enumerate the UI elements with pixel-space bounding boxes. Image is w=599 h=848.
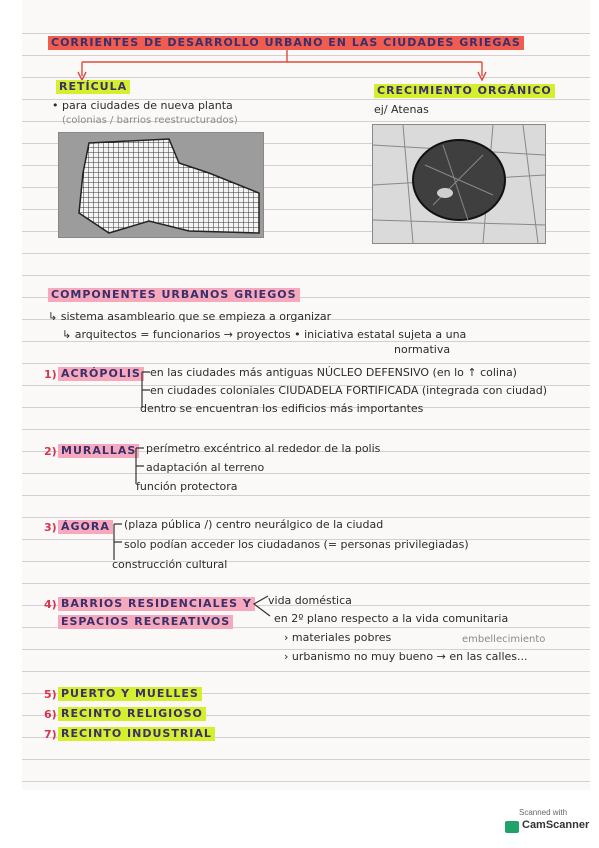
item-number: 1) [44,368,57,381]
componentes-line1: ↳ sistema asambleario que se empieza a organizar [48,310,332,323]
bracket-arrow-icon [104,522,124,568]
barrios-detail: › urbanismo no muy bueno → en las calles... [284,650,528,663]
acropolis-detail: dentro se encuentran los edificios más importantes [140,402,424,415]
barrios-detail: vida doméstica [268,594,352,607]
page-title: CORRIENTES DE DESARROLLO URBANO EN LAS CIUDADES GRIEGAS [48,36,524,50]
item-barrios: BARRIOS RESIDENCIALES Y [58,597,255,611]
item-number: 4) [44,598,57,611]
item-industrial: RECINTO INDUSTRIAL [58,727,215,741]
componentes-line3: normativa [394,343,451,356]
grid-city-plan-image [58,132,264,238]
barrios-detail: › materiales pobres [284,631,392,644]
bracket-arrow-icon [132,368,152,414]
murallas-detail: función protectora [136,480,238,493]
murallas-detail: perímetro excéntrico al rededor de la polis [146,442,381,455]
item-acropolis: ACRÓPOLIS [58,367,144,381]
item-number: 5) [44,688,57,701]
organico-example: ej/ Atenas [374,103,429,116]
componentes-heading: COMPONENTES URBANOS GRIEGOS [48,288,300,302]
camscanner-logo-icon [505,821,519,833]
barrios-detail: en 2º plano respecto a la vida comunitaria [274,612,509,625]
item-espacios: ESPACIOS RECREATIVOS [58,615,233,629]
item-number: 7) [44,728,57,741]
agora-detail: construcción cultural [112,558,228,571]
athens-organic-plan-image [372,124,546,244]
item-religioso: RECINTO RELIGIOSO [58,707,206,721]
reticula-heading: RETÍCULA [56,80,130,94]
agora-detail: solo podían acceder los ciudadanos (= personas privilegiadas) [124,538,469,551]
item-puerto: PUERTO Y MUELLES [58,687,202,701]
componentes-line2: ↳ arquitectos = funcionarios → proyectos • iniciativa estatal sujeta a una [62,328,467,341]
item-number: 3) [44,521,57,534]
camscanner-watermark [505,808,590,840]
item-number: 6) [44,708,57,721]
item-murallas: MURALLAS [58,444,139,458]
item-number: 2) [44,445,57,458]
agora-detail: (plaza pública /) centro neurálgico de la ciudad [124,518,384,531]
scanner-line2: CamScanner [522,819,590,831]
fork-arrow-icon [248,592,274,622]
acropolis-detail: en las ciudades más antiguas NÚCLEO DEFENSIVO (en lo ↑ colina) [150,366,517,379]
reticula-line1: • para ciudades de nueva planta [52,99,233,112]
notebook-page [22,0,590,790]
bracket-arrow-icon [126,446,146,492]
reticula-line2: (colonias / barrios reestructurados) [62,115,238,126]
barrios-detail: embellecimiento [462,634,546,645]
scanner-line1: Scanned with [519,808,568,817]
branch-arrows [22,0,590,90]
item-agora: ÁGORA [58,520,113,534]
murallas-detail: adaptación al terreno [146,461,265,474]
organico-heading: CRECIMIENTO ORGÁNICO [374,84,555,98]
acropolis-detail: en ciudades coloniales CIUDADELA FORTIFICADA (integrada con ciudad) [150,384,548,397]
